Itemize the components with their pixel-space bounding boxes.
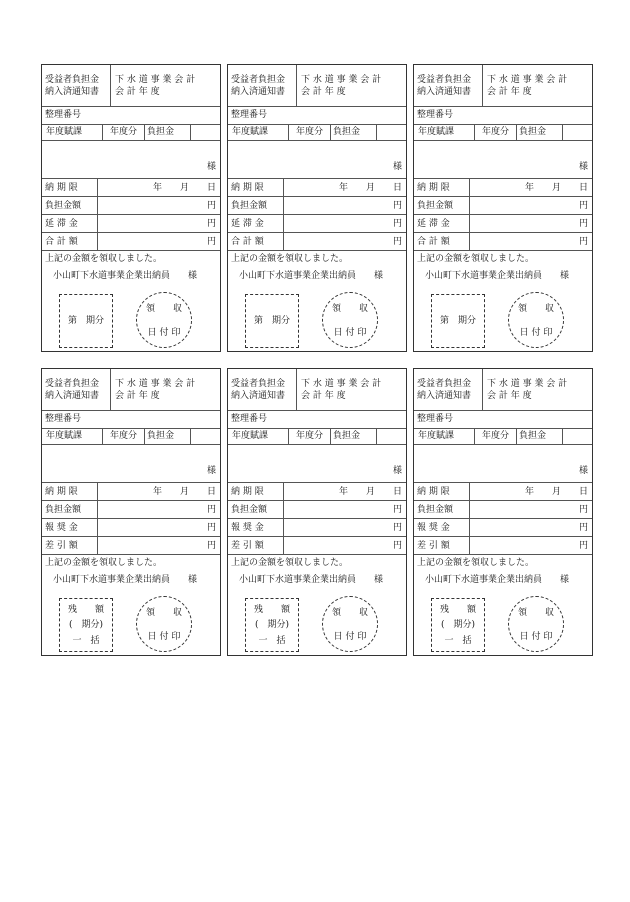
header-right-line1: 下 水 道 事 業 会 計 (487, 75, 568, 85)
amount-row-label: 報 奨 金 (417, 523, 450, 533)
name-row (414, 445, 592, 483)
balance-line3: 一 括 (444, 636, 472, 646)
receipt-text: 上記の金額を領収しました。 (45, 558, 163, 568)
treasurer-name: 小山町下水道事業企業出納員 様 (53, 271, 198, 281)
honorific-sama: 様 (206, 162, 216, 172)
serial-label: 整理番号 (231, 110, 268, 120)
amount-row (228, 483, 406, 501)
seal-received-label: 領 収 (145, 608, 182, 618)
amount-row-label: 納 期 限 (417, 487, 450, 497)
fiscal-row (228, 429, 406, 445)
divider (330, 125, 331, 140)
fiscal-year-label: 年度分 (296, 127, 324, 137)
amount-row-label: 納 期 限 (45, 487, 78, 497)
fiscal-row (414, 429, 592, 445)
balance-line2: ( 期分) (68, 620, 104, 630)
amount-row-label: 負担金額 (417, 505, 454, 515)
amount-row-unit: 円 (206, 541, 216, 551)
amount-row (414, 215, 592, 233)
divider (469, 197, 470, 214)
divider (469, 501, 470, 518)
divider (97, 537, 98, 554)
installment-stamp-box (431, 294, 485, 348)
divider (474, 125, 475, 140)
serial-row (42, 107, 220, 125)
fiscal-assessed-label: 年度賦課 (46, 127, 83, 137)
amount-row (42, 215, 220, 233)
amount-row-unit: 年 月 日 (524, 183, 588, 193)
amount-row-label: 納 期 限 (45, 183, 78, 193)
divider (562, 429, 563, 444)
divider (376, 429, 377, 444)
balance-line2: ( 期分) (440, 620, 476, 630)
header-right-line1: 下 水 道 事 業 会 計 (301, 75, 382, 85)
amount-row-label: 報 奨 金 (45, 523, 78, 533)
balance-line3: 一 括 (258, 636, 286, 646)
card-header (414, 369, 592, 411)
amount-row (42, 179, 220, 197)
divider (469, 537, 470, 554)
installment-label: 第 期分 (67, 316, 104, 326)
divider (190, 429, 191, 444)
amount-row-label: 合 計 額 (231, 237, 264, 247)
balance-stamp-box (431, 598, 485, 652)
seal-received-label: 領 収 (331, 304, 368, 314)
installment-label: 第 期分 (253, 316, 290, 326)
amount-row (414, 501, 592, 519)
date-seal-circle (136, 596, 192, 652)
fiscal-row (228, 125, 406, 141)
amount-row (228, 215, 406, 233)
divider (516, 125, 517, 140)
treasurer-name: 小山町下水道事業企業出納員 様 (425, 271, 570, 281)
balance-line1: 残 額 (67, 605, 104, 615)
header-left-line1: 受益者負担金 (417, 379, 472, 389)
divider (97, 197, 98, 214)
name-row (42, 445, 220, 483)
amount-row (42, 233, 220, 251)
amount-row (414, 233, 592, 251)
serial-row (414, 411, 592, 429)
divider (474, 429, 475, 444)
amount-row-label: 納 期 限 (231, 183, 264, 193)
amount-row (42, 483, 220, 501)
fiscal-row (42, 429, 220, 445)
balance-line1: 残 額 (253, 605, 290, 615)
amount-row-unit: 円 (392, 219, 402, 229)
fiscal-year-label: 年度分 (482, 431, 510, 441)
divider (110, 369, 111, 410)
divider (110, 65, 111, 106)
header-right-line2: 会 計 年 度 (115, 391, 160, 401)
fiscal-assessed-label: 年度賦課 (232, 127, 269, 137)
serial-row (228, 107, 406, 125)
divider (102, 125, 103, 140)
divider (296, 369, 297, 410)
header-right-line2: 会 計 年 度 (115, 87, 160, 97)
header-right-line1: 下 水 道 事 業 会 計 (487, 379, 568, 389)
divider (97, 483, 98, 500)
notice-card-5 (227, 368, 407, 656)
amount-row-unit: 年 月 日 (524, 487, 588, 497)
divider (283, 179, 284, 196)
divider (283, 519, 284, 536)
divider (102, 429, 103, 444)
header-left-line2: 納入済通知書 (45, 87, 100, 97)
divider (97, 501, 98, 518)
amount-row (228, 197, 406, 215)
seal-date-label: 日 付 印 (147, 328, 181, 338)
amount-row (42, 537, 220, 555)
receipt-text: 上記の金額を領収しました。 (45, 254, 163, 264)
honorific-sama: 様 (578, 466, 588, 476)
serial-label: 整理番号 (45, 414, 82, 424)
header-left-line1: 受益者負担金 (417, 75, 472, 85)
card-header (228, 369, 406, 411)
amount-row-unit: 円 (392, 505, 402, 515)
receipt-text: 上記の金額を領収しました。 (417, 558, 535, 568)
date-seal-circle (508, 596, 564, 652)
amount-row-label: 納 期 限 (417, 183, 450, 193)
amount-row (42, 197, 220, 215)
fiscal-assessed-label: 年度賦課 (418, 127, 455, 137)
divider (469, 519, 470, 536)
name-row (414, 141, 592, 179)
amount-row-unit: 円 (392, 201, 402, 211)
amount-row (228, 519, 406, 537)
amount-row-label: 延 滞 金 (417, 219, 450, 229)
divider (97, 519, 98, 536)
header-left-line1: 受益者負担金 (231, 379, 286, 389)
amount-row-unit: 円 (578, 541, 588, 551)
seal-date-label: 日 付 印 (519, 632, 553, 642)
name-row (228, 141, 406, 179)
name-row (228, 445, 406, 483)
amount-row-unit: 年 月 日 (338, 183, 402, 193)
notice-card-2 (227, 64, 407, 352)
amount-row (414, 519, 592, 537)
divider (97, 215, 98, 232)
amount-row-label: 差 引 額 (45, 541, 78, 551)
header-left-line2: 納入済通知書 (417, 87, 472, 97)
header-left-line2: 納入済通知書 (231, 391, 286, 401)
amount-row (228, 501, 406, 519)
card-header (414, 65, 592, 107)
serial-label: 整理番号 (417, 414, 454, 424)
amount-row-unit: 円 (392, 523, 402, 533)
seal-received-label: 領 収 (145, 304, 182, 314)
amount-row-label: 負担金額 (45, 505, 82, 515)
divider (97, 233, 98, 250)
amount-row-label: 負担金額 (45, 201, 82, 211)
amount-row-label: 負担金額 (231, 201, 268, 211)
divider (482, 65, 483, 106)
divider (482, 369, 483, 410)
divider (469, 179, 470, 196)
amount-row (414, 483, 592, 501)
amount-row-unit: 円 (206, 237, 216, 247)
amount-row-label: 合 計 額 (45, 237, 78, 247)
receipt-text: 上記の金額を領収しました。 (417, 254, 535, 264)
amount-row (42, 501, 220, 519)
divider (562, 125, 563, 140)
amount-row-unit: 円 (392, 541, 402, 551)
amount-row-label: 負担金額 (231, 505, 268, 515)
fiscal-row (42, 125, 220, 141)
fiscal-year-label: 年度分 (482, 127, 510, 137)
treasurer-name: 小山町下水道事業企業出納員 様 (425, 575, 570, 585)
serial-row (42, 411, 220, 429)
amount-row-label: 報 奨 金 (231, 523, 264, 533)
header-left-line2: 納入済通知書 (417, 391, 472, 401)
amount-row-unit: 円 (578, 237, 588, 247)
divider (190, 125, 191, 140)
amount-row-unit: 円 (578, 201, 588, 211)
fiscal-charge-label: 負担金 (147, 431, 175, 441)
seal-received-label: 領 収 (331, 608, 368, 618)
divider (469, 483, 470, 500)
installment-stamp-box (59, 294, 113, 348)
divider (283, 483, 284, 500)
header-right-line2: 会 計 年 度 (487, 391, 532, 401)
amount-row-unit: 年 月 日 (152, 487, 216, 497)
fiscal-year-label: 年度分 (110, 127, 138, 137)
seal-received-label: 領 収 (517, 608, 554, 618)
amount-row-unit: 円 (206, 219, 216, 229)
fiscal-charge-label: 負担金 (333, 431, 361, 441)
amount-row-unit: 円 (206, 523, 216, 533)
divider (469, 233, 470, 250)
receipt-text: 上記の金額を領収しました。 (231, 254, 349, 264)
seal-date-label: 日 付 印 (333, 632, 367, 642)
amount-row-unit: 年 月 日 (338, 487, 402, 497)
honorific-sama: 様 (392, 162, 402, 172)
amount-row (228, 537, 406, 555)
divider (283, 501, 284, 518)
amount-row-unit: 円 (206, 505, 216, 515)
notice-card-4 (41, 368, 221, 656)
amount-row-label: 差 引 額 (417, 541, 450, 551)
serial-row (228, 411, 406, 429)
amount-row (42, 519, 220, 537)
divider (283, 215, 284, 232)
amount-row (414, 179, 592, 197)
header-left-line1: 受益者負担金 (45, 75, 100, 85)
amount-row-unit: 円 (578, 219, 588, 229)
amount-row (228, 179, 406, 197)
header-left-line1: 受益者負担金 (231, 75, 286, 85)
notice-card-6 (413, 368, 593, 656)
amount-row (228, 233, 406, 251)
divider (288, 125, 289, 140)
fiscal-charge-label: 負担金 (519, 431, 547, 441)
divider (144, 429, 145, 444)
amount-row-label: 延 滞 金 (45, 219, 78, 229)
seal-received-label: 領 収 (517, 304, 554, 314)
card-header (42, 369, 220, 411)
balance-stamp-box (245, 598, 299, 652)
fiscal-charge-label: 負担金 (519, 127, 547, 137)
divider (97, 179, 98, 196)
balance-line3: 一 括 (72, 636, 100, 646)
amount-row (414, 197, 592, 215)
treasurer-name: 小山町下水道事業企業出納員 様 (53, 575, 198, 585)
serial-label: 整理番号 (231, 414, 268, 424)
seal-date-label: 日 付 印 (519, 328, 553, 338)
fiscal-assessed-label: 年度賦課 (46, 431, 83, 441)
card-header (42, 65, 220, 107)
divider (144, 125, 145, 140)
divider (283, 197, 284, 214)
receipt-text: 上記の金額を領収しました。 (231, 558, 349, 568)
amount-row-label: 合 計 額 (417, 237, 450, 247)
card-header (228, 65, 406, 107)
date-seal-circle (322, 596, 378, 652)
amount-row-label: 延 滞 金 (231, 219, 264, 229)
name-row (42, 141, 220, 179)
divider (516, 429, 517, 444)
date-seal-circle (322, 292, 378, 348)
serial-row (414, 107, 592, 125)
fiscal-row (414, 125, 592, 141)
divider (283, 537, 284, 554)
treasurer-name: 小山町下水道事業企業出納員 様 (239, 271, 384, 281)
balance-line1: 残 額 (439, 605, 476, 615)
amount-row-unit: 年 月 日 (152, 183, 216, 193)
seal-date-label: 日 付 印 (147, 632, 181, 642)
header-left-line1: 受益者負担金 (45, 379, 100, 389)
balance-stamp-box (59, 598, 113, 652)
installment-label: 第 期分 (439, 316, 476, 326)
fiscal-year-label: 年度分 (296, 431, 324, 441)
header-right-line2: 会 計 年 度 (301, 391, 346, 401)
amount-row-label: 差 引 額 (231, 541, 264, 551)
divider (283, 233, 284, 250)
date-seal-circle (136, 292, 192, 348)
amount-row (414, 537, 592, 555)
fiscal-year-label: 年度分 (110, 431, 138, 441)
header-left-line2: 納入済通知書 (45, 391, 100, 401)
amount-row-label: 納 期 限 (231, 487, 264, 497)
seal-date-label: 日 付 印 (333, 328, 367, 338)
header-right-line1: 下 水 道 事 業 会 計 (301, 379, 382, 389)
honorific-sama: 様 (392, 466, 402, 476)
honorific-sama: 様 (578, 162, 588, 172)
amount-row-label: 負担金額 (417, 201, 454, 211)
serial-label: 整理番号 (45, 110, 82, 120)
divider (296, 65, 297, 106)
notice-card-3 (413, 64, 593, 352)
header-right-line2: 会 計 年 度 (487, 87, 532, 97)
honorific-sama: 様 (206, 466, 216, 476)
balance-line2: ( 期分) (254, 620, 290, 630)
amount-row-unit: 円 (392, 237, 402, 247)
amount-row-unit: 円 (578, 523, 588, 533)
header-left-line2: 納入済通知書 (231, 87, 286, 97)
amount-row-unit: 円 (206, 201, 216, 211)
notice-card-1 (41, 64, 221, 352)
divider (330, 429, 331, 444)
fiscal-charge-label: 負担金 (333, 127, 361, 137)
serial-label: 整理番号 (417, 110, 454, 120)
header-right-line1: 下 水 道 事 業 会 計 (115, 75, 196, 85)
installment-stamp-box (245, 294, 299, 348)
divider (376, 125, 377, 140)
header-right-line2: 会 計 年 度 (301, 87, 346, 97)
header-right-line1: 下 水 道 事 業 会 計 (115, 379, 196, 389)
fiscal-assessed-label: 年度賦課 (418, 431, 455, 441)
divider (288, 429, 289, 444)
fiscal-assessed-label: 年度賦課 (232, 431, 269, 441)
amount-row-unit: 円 (578, 505, 588, 515)
fiscal-charge-label: 負担金 (147, 127, 175, 137)
date-seal-circle (508, 292, 564, 348)
divider (469, 215, 470, 232)
treasurer-name: 小山町下水道事業企業出納員 様 (239, 575, 384, 585)
